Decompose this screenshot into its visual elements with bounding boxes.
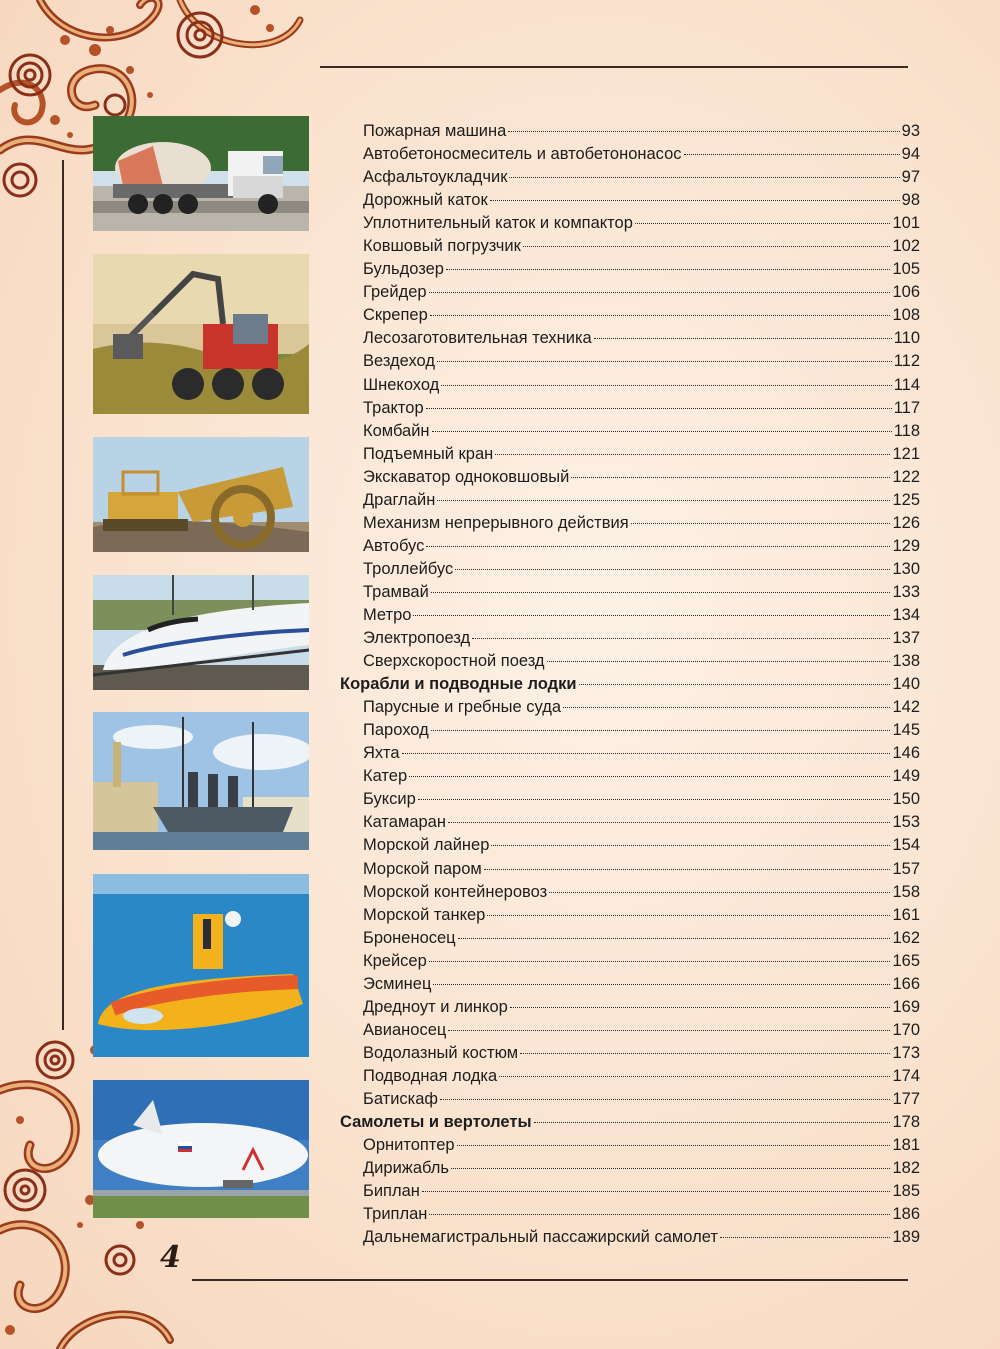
toc-entry[interactable]	[340, 120, 920, 143]
toc-leader-dots	[523, 246, 891, 247]
toc-leader-dots	[455, 569, 890, 570]
toc-entry[interactable]	[340, 512, 920, 535]
toc-leader-dots	[490, 200, 900, 201]
toc-leader-dots	[510, 1007, 891, 1008]
toc-leader-dots	[520, 1053, 890, 1054]
toc-entry[interactable]	[340, 1019, 920, 1042]
toc-entry[interactable]	[340, 1065, 920, 1088]
toc-entry-title: Бульдозер	[363, 260, 444, 279]
toc-entry-title: Электропоезд	[363, 629, 471, 648]
toc-entry-page: 177	[892, 1089, 920, 1108]
toc-leader-dots	[440, 1099, 890, 1100]
toc-leader-dots	[563, 707, 890, 708]
photo-tourist-submarine	[93, 874, 309, 1057]
toc-entry-title: Подъемный кран	[363, 444, 494, 463]
toc-entry-title: Драглайн	[363, 490, 436, 509]
toc-entry-page: 189	[892, 1228, 920, 1247]
toc-leader-dots	[635, 223, 891, 224]
toc-entry-page: 149	[892, 767, 920, 786]
toc-entry-title: Водолазный костюм	[363, 1043, 519, 1062]
toc-leader-dots	[631, 523, 891, 524]
toc-entry[interactable]	[340, 973, 920, 996]
toc-entry-title: Катамаран	[363, 813, 446, 832]
toc-entry-page: 114	[893, 375, 920, 394]
toc-entry-page: 98	[901, 191, 920, 210]
toc-leader-dots	[431, 730, 891, 731]
toc-entry[interactable]	[340, 558, 920, 581]
toc-entry-page: 126	[892, 513, 920, 532]
toc-entry-title: Подводная лодка	[363, 1066, 498, 1085]
toc-entry[interactable]	[340, 696, 920, 719]
toc-entry[interactable]	[340, 1157, 920, 1180]
toc-leader-dots	[422, 1191, 891, 1192]
bottom-rule	[192, 1279, 908, 1281]
toc-entry-title: Шнекоход	[363, 375, 440, 394]
toc-entry-page: 117	[893, 398, 920, 417]
toc-entry-page: 97	[901, 168, 920, 187]
toc-entry-title: Крейсер	[363, 951, 427, 970]
toc-entry-page: 121	[892, 444, 920, 463]
toc-leader-dots	[547, 661, 891, 662]
toc-leader-dots	[426, 408, 892, 409]
toc-section[interactable]	[340, 673, 920, 696]
toc-entry-page: 94	[901, 145, 920, 164]
toc-leader-dots	[458, 938, 891, 939]
toc-leader-dots	[446, 269, 891, 270]
toc-entry[interactable]	[340, 466, 920, 489]
toc-leader-dots	[437, 500, 890, 501]
toc-entry-title: Триплан	[363, 1205, 428, 1224]
side-rule	[62, 160, 64, 1030]
toc-entry-title: Механизм непрерывного действия	[363, 513, 629, 532]
toc-entry[interactable]	[340, 881, 920, 904]
toc-entry[interactable]	[340, 1134, 920, 1157]
toc-entry-title: Экскаватор одноковшовый	[363, 467, 570, 486]
toc-entry-title: Скрепер	[363, 306, 428, 325]
toc-leader-dots	[448, 822, 891, 823]
toc-entry-title: Эсминец	[363, 974, 432, 993]
toc-entry-page: 178	[892, 1113, 920, 1132]
photo-airship	[93, 1080, 309, 1218]
toc-entry-title: Морской контейнеровоз	[363, 882, 548, 901]
toc-entry-page: 154	[892, 836, 920, 855]
toc-entry-page: 158	[892, 882, 920, 901]
toc-entry-title: Троллейбус	[363, 559, 454, 578]
toc-entry[interactable]	[340, 212, 920, 235]
toc-entry-page: 161	[892, 905, 920, 924]
toc-entry[interactable]	[340, 143, 920, 166]
toc-entry[interactable]	[340, 443, 920, 466]
toc-entry[interactable]	[340, 235, 920, 258]
toc-entry-title: Автобетоносмеситель и автобетононасос	[363, 145, 682, 164]
toc-entry-title: Вездеход	[363, 352, 435, 371]
toc-entry[interactable]	[340, 1180, 920, 1203]
toc-entry[interactable]	[340, 858, 920, 881]
toc-entry[interactable]	[340, 166, 920, 189]
toc-entry[interactable]	[340, 1088, 920, 1111]
toc-leader-dots	[402, 753, 891, 754]
toc-leader-dots	[684, 154, 900, 155]
toc-entry[interactable]	[340, 535, 920, 558]
toc-entry[interactable]	[340, 719, 920, 742]
toc-entry-page: 162	[892, 928, 920, 947]
toc-entry-page: 122	[892, 467, 920, 486]
toc-leader-dots	[499, 1076, 890, 1077]
toc-leader-dots	[429, 292, 891, 293]
toc-leader-dots	[441, 385, 891, 386]
toc-entry-title: Дирижабль	[363, 1159, 449, 1178]
toc-entry[interactable]	[340, 304, 920, 327]
toc-entry-page: 170	[892, 1020, 920, 1039]
toc-entry[interactable]	[340, 950, 920, 973]
toc-leader-dots	[571, 477, 890, 478]
toc-entry-title: Уплотнительный каток и компактор	[363, 214, 633, 233]
toc-entry-title: Парусные и гребные суда	[363, 698, 561, 717]
toc-entry-title: Трамвай	[363, 582, 429, 601]
toc-entry-title: Катер	[363, 767, 408, 786]
toc-entry[interactable]	[340, 489, 920, 512]
toc-entry[interactable]	[340, 581, 920, 604]
toc-entry-title: Сверхскоростной поезд	[363, 652, 545, 671]
toc-entry[interactable]	[340, 650, 920, 673]
toc-entry-title: Автобус	[363, 536, 425, 555]
toc-leader-dots	[508, 131, 899, 132]
toc-entry[interactable]	[340, 397, 920, 420]
photo-trencher	[93, 437, 309, 552]
toc-entry[interactable]	[340, 281, 920, 304]
toc-entry-page: 186	[892, 1205, 920, 1224]
toc-entry-title: Ковшовый погрузчик	[363, 237, 521, 256]
toc-entry-page: 110	[893, 329, 920, 348]
toc-entry-title: Трактор	[363, 398, 424, 417]
toc-leader-dots	[418, 799, 891, 800]
toc-leader-dots	[534, 1122, 891, 1123]
toc-entry[interactable]	[340, 904, 920, 927]
toc-entry[interactable]	[340, 1042, 920, 1065]
page-number: 4	[160, 1240, 181, 1275]
toc-entry-title: Самолеты и вертолеты	[340, 1113, 532, 1132]
toc-entry-title: Грейдер	[363, 283, 427, 302]
toc-entry-page: 106	[892, 283, 920, 302]
toc-leader-dots	[433, 984, 890, 985]
toc-leader-dots	[413, 615, 890, 616]
toc-entry-page: 182	[892, 1159, 920, 1178]
toc-entry-title: Морской лайнер	[363, 836, 490, 855]
toc-entry-page: 134	[892, 605, 920, 624]
toc-entry[interactable]	[340, 189, 920, 212]
toc-entry[interactable]	[340, 327, 920, 350]
toc-entry-page: 108	[892, 306, 920, 325]
photo-forestry-harvester	[93, 254, 309, 414]
toc-entry-page: 102	[892, 237, 920, 256]
toc-leader-dots	[720, 1237, 891, 1238]
toc-leader-dots	[451, 1168, 891, 1169]
toc-leader-dots	[409, 776, 890, 777]
toc-entry[interactable]	[340, 765, 920, 788]
toc-entry-page: 129	[892, 536, 920, 555]
toc-entry-page: 142	[892, 698, 920, 717]
toc-leader-dots	[549, 892, 890, 893]
toc-leader-dots	[594, 338, 892, 339]
toc-entry-title: Комбайн	[363, 421, 430, 440]
toc-entry-title: Орнитоптер	[363, 1136, 455, 1155]
toc-entry-title: Дорожный каток	[363, 191, 488, 210]
toc-entry[interactable]	[340, 627, 920, 650]
toc-entry-page: 140	[892, 675, 920, 694]
toc-leader-dots	[579, 684, 891, 685]
photo-cruiser-aurora	[93, 712, 309, 850]
toc-entry-page: 145	[892, 721, 920, 740]
toc-entry[interactable]	[340, 350, 920, 373]
toc-leader-dots	[426, 546, 890, 547]
toc-entry-page: 165	[892, 951, 920, 970]
toc-entry[interactable]	[340, 1203, 920, 1226]
toc-entry-page: 150	[892, 790, 920, 809]
toc-entry-page: 118	[893, 421, 920, 440]
toc-entry[interactable]	[340, 742, 920, 765]
toc-entry-title: Морской танкер	[363, 905, 486, 924]
toc-entry-title: Батискаф	[363, 1089, 438, 1108]
toc-leader-dots	[487, 915, 890, 916]
toc-entry[interactable]	[340, 374, 920, 397]
toc-entry-page: 130	[892, 559, 920, 578]
toc-entry[interactable]	[340, 996, 920, 1019]
photo-bullet-train	[93, 575, 309, 690]
toc-entry-page: 105	[892, 260, 920, 279]
toc-entry[interactable]	[340, 788, 920, 811]
toc-entry[interactable]	[340, 1226, 920, 1249]
toc-leader-dots	[484, 869, 891, 870]
toc-entry-page: 125	[892, 490, 920, 509]
toc-entry-page: 137	[892, 629, 920, 648]
toc-entry-page: 169	[892, 997, 920, 1016]
toc-entry-page: 138	[892, 652, 920, 671]
toc-entry[interactable]	[340, 927, 920, 950]
toc-leader-dots	[431, 592, 891, 593]
toc-entry-title: Броненосец	[363, 928, 456, 947]
toc-entry-title: Метро	[363, 605, 412, 624]
toc-entry-title: Корабли и подводные лодки	[340, 675, 577, 694]
toc-entry-title: Дредноут и линкор	[363, 997, 508, 1016]
toc-entry-title: Яхта	[363, 744, 400, 763]
toc-entry-title: Пароход	[363, 721, 429, 740]
toc-entry-title: Биплан	[363, 1182, 420, 1201]
toc-entry[interactable]	[340, 604, 920, 627]
toc-leader-dots	[472, 638, 890, 639]
toc-leader-dots	[495, 454, 890, 455]
toc-entry[interactable]	[340, 811, 920, 834]
toc-entry[interactable]	[340, 420, 920, 443]
toc-entry-title: Дальнемагистральный пассажирский самолет	[363, 1228, 718, 1247]
toc-entry-title: Пожарная машина	[363, 122, 507, 140]
toc-entry-title: Морской паром	[363, 859, 482, 878]
toc-entry-page: 166	[892, 974, 920, 993]
toc-leader-dots	[437, 361, 892, 362]
toc-leader-dots	[457, 1145, 891, 1146]
toc-entry-page: 181	[892, 1136, 920, 1155]
toc-leader-dots	[430, 315, 891, 316]
toc-entry-title: Буксир	[363, 790, 416, 809]
toc-entry-page: 174	[892, 1066, 920, 1085]
toc-entry-page: 153	[892, 813, 920, 832]
toc-entry-page: 173	[892, 1043, 920, 1062]
toc-entry-page: 112	[893, 352, 920, 371]
toc-entry[interactable]	[340, 834, 920, 857]
toc-leader-dots	[429, 961, 891, 962]
toc-entry-page: 133	[892, 582, 920, 601]
toc-entry-page: 146	[892, 744, 920, 763]
toc-leader-dots	[429, 1214, 890, 1215]
toc-leader-dots	[491, 845, 890, 846]
toc-entry-page: 93	[901, 122, 920, 140]
photo-concrete-mixer	[93, 116, 309, 231]
toc-entry-title: Лесозаготовительная техника	[363, 329, 592, 348]
toc-entry-page: 101	[892, 214, 920, 233]
table-of-contents	[340, 120, 920, 1249]
toc-entry-title: Асфальтоукладчик	[363, 168, 508, 187]
toc-leader-dots	[509, 177, 899, 178]
toc-section[interactable]	[340, 1111, 920, 1134]
top-rule	[320, 66, 908, 68]
toc-leader-dots	[448, 1030, 890, 1031]
toc-entry-title: Авианосец	[363, 1020, 447, 1039]
toc-entry[interactable]	[340, 258, 920, 281]
toc-leader-dots	[432, 431, 892, 432]
toc-entry-page: 157	[892, 859, 920, 878]
toc-entry-page: 185	[892, 1182, 920, 1201]
